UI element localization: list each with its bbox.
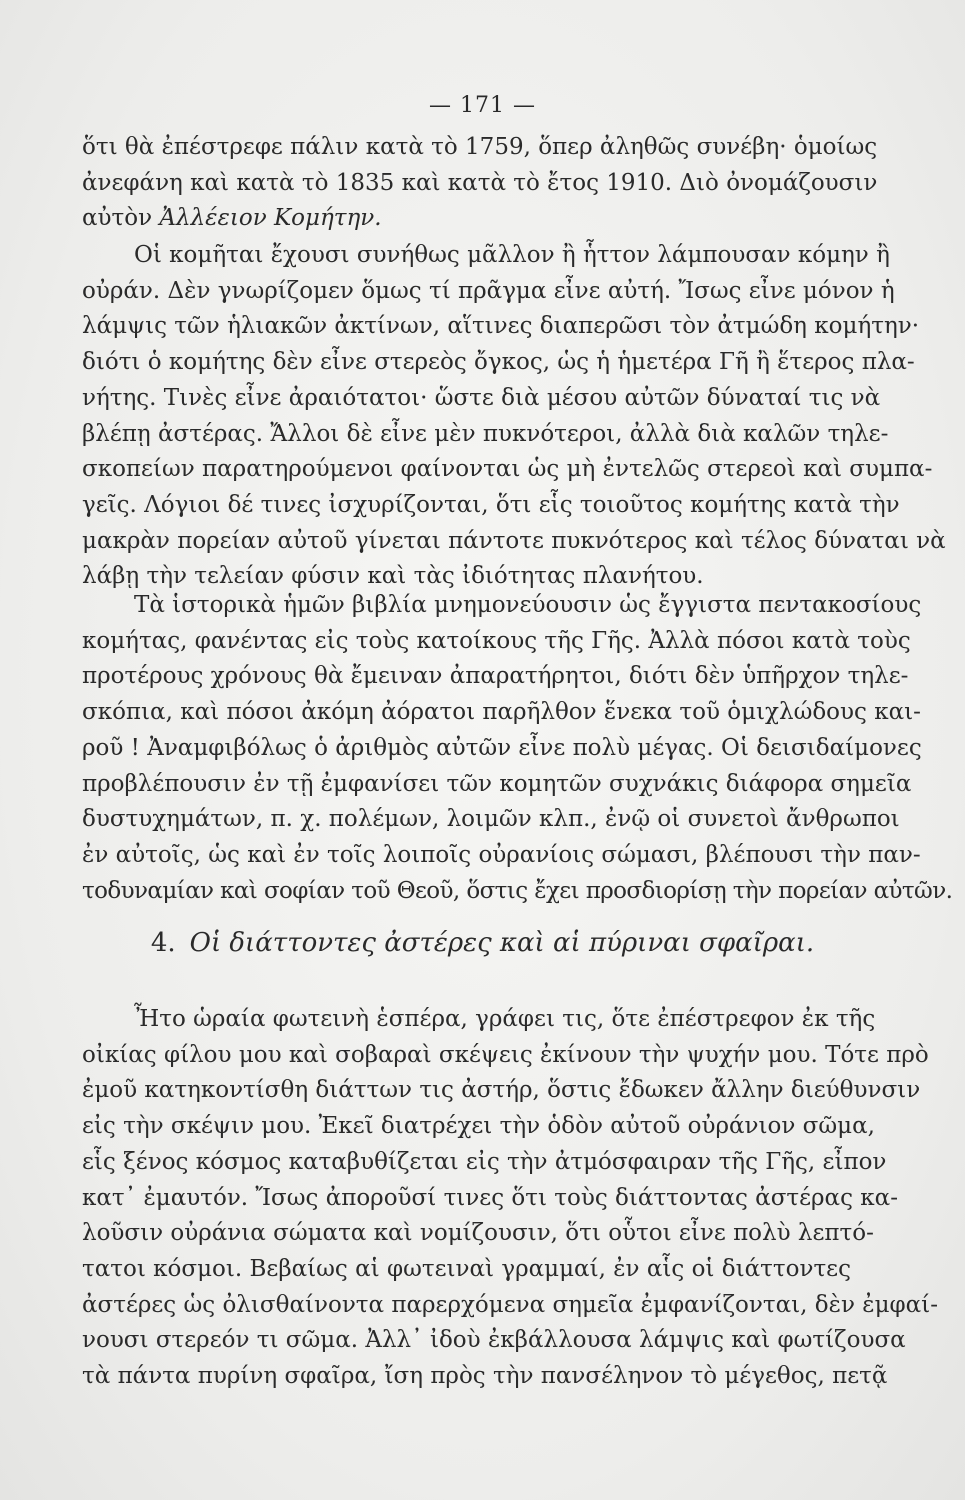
text-line: τοδυναμίαν καὶ σοφίαν τοῦ Θεοῦ, ὅστις ἔχει προσδιορίσῃ τὴν πορείαν αὐτῶν. (82, 877, 953, 904)
text-line: γεῖς. Λόγιοι δέ τινες ἰσχυρίζονται, ὅτι εἷς τοιοῦτος κομήτης κατὰ τὴν (82, 491, 900, 518)
text-line: προτέρους χρόνους θὰ ἔμειναν ἀπαρατήρητοι, διότι δὲν ὑπῆρχον τηλε- (82, 663, 909, 690)
text-line: κομήτας, φανέντας εἰς τοὺς κατοίκους τῆς Γῆς. Ἀλλὰ πόσοι κατὰ τοὺς (82, 627, 911, 654)
text-line: ἐν αὐτοῖς, ὡς καὶ ἐν τοῖς λοιποῖς οὐρανίοις σώμασι, βλέπουσι τὴν παν- (82, 841, 921, 868)
text-line: οὐράν. Δὲν γνωρίζομεν ὅμως τί πρᾶγμα εἶνε αὐτή. Ἴσως εἶνε μόνον ἡ (82, 277, 895, 304)
text-line: Ἦτο ὡραία φωτεινὴ ἑσπέρα, γράφει τις, ὅτε ἐπέστρεφον ἐκ τῆς (134, 1006, 876, 1032)
text-line: ἐμοῦ κατηκοντίσθη διάττων τις ἀστήρ, ὅστις ἔδωκεν ἄλλην διεύθυνσιν (82, 1077, 921, 1104)
text-line: νουσι στερεόν τι σῶμα. Ἀλλ᾽ ἰδοὺ ἐκβάλλουσα λάμψις καὶ φωτίζουσα (82, 1327, 906, 1354)
paragraph-1 (82, 130, 878, 237)
text-line: Οἱ κομῆται ἔχουσι συνήθως μᾶλλον ἢ ἧττον λάμπουσαν κόμην ἢ (134, 242, 890, 268)
paragraph-4 (82, 1002, 938, 1395)
text-line: λάβῃ τὴν τελείαν φύσιν καὶ τὰς ἰδιότητας πλανήτου. (82, 563, 704, 590)
text-line: βλέπῃ ἀστέρας. Ἄλλοι δὲ εἶνε μὲν πυκνότεροι, ἀλλὰ διὰ καλῶν τηλε- (82, 420, 889, 447)
text-line: λάμψις τῶν ἡλιακῶν ἀκτίνων, αἵτινες διαπερῶσι τὸν ἀτμώδη κομήτην· (82, 313, 920, 340)
text-line: εἷς ξένος κόσμος καταβυθίζεται εἰς τὴν ἀτμόσφαιραν τῆς Γῆς, εἶπον (82, 1148, 887, 1175)
paragraph-2 (82, 238, 946, 595)
comet-name: Ἀλλέειον Κομήτην. (159, 205, 382, 232)
section-number: 4. (150, 928, 176, 958)
text-line: τὰ πάντα πυρίνη σφαῖρα, ἴση πρὸς τὴν πανσέληνον τὸ μέγεθος, πετᾷ (82, 1363, 888, 1390)
text-line: λοῦσιν οὐράνια σώματα καὶ νομίζουσιν, ὅτι οὗτοι εἶνε πολὺ λεπτό- (82, 1220, 874, 1247)
text-line: οἰκίας φίλου μου καὶ σοβαραὶ σκέψεις ἐκίνουν τὴν ψυχήν μου. Τότε πρὸ (82, 1041, 929, 1068)
text-line: τατοι κόσμοι. Βεβαίως αἱ φωτειναὶ γραμμαί, ἐν αἷς οἱ διάττοντες (82, 1255, 851, 1282)
text-line: προβλέπουσιν ἐν τῇ ἐμφανίσει τῶν κομητῶν συχνάκις διάφορα σημεῖα (82, 770, 912, 797)
text-line: διότι ὁ κομήτης δὲν εἶνε στερεὸς ὄγκος, ὡς ἡ ἡμετέρα Γῆ ἢ ἕτερος πλα- (82, 349, 915, 376)
text-line: ὅτι θὰ ἐπέστρεφε πάλιν κατὰ τὸ 1759, ὅπερ ἀληθῶς συνέβη· ὁμοίως (82, 134, 878, 160)
text-line: μακρὰν πορείαν αὐτοῦ γίνεται πάντοτε πυκνότερος καὶ τέλος δύναται νὰ (82, 527, 946, 554)
text-line: ἀνεφάνη καὶ κατὰ τὸ 1835 καὶ κατὰ τὸ ἔτος 1910. Διὸ ὀνομάζουσιν (82, 169, 878, 196)
text-line: ροῦ ! Ἀναμφιβόλως ὁ ἀριθμὸς αὐτῶν εἶνε πολὺ μέγας. Οἱ δεισιδαίμονες (82, 734, 922, 761)
text-line (82, 201, 840, 237)
paragraph-3 (82, 588, 953, 909)
text-line: σκόπια, καὶ πόσοι ἀκόμη ἀόρατοι παρῆλθον ἕνεκα τοῦ ὁμιχλώδους και- (82, 699, 921, 726)
text-line: σκοπείων παρατηρούμενοι φαίνονται ὡς μὴ ἐντελῶς στερεοὶ καὶ συμπα- (82, 456, 933, 483)
text-line: δυστυχημάτων, π. χ. πολέμων, λοιμῶν κλπ., ἐνῷ οἱ συνετοὶ ἄνθρωποι (82, 806, 900, 833)
text-line: Τὰ ἱστορικὰ ἡμῶν βιβλία μνημονεύουσιν ὡς ἔγγιστα πεντακοσίους (134, 592, 922, 618)
text-line: νήτης. Τινὲς εἶνε ἀραιότατοι· ὥστε διὰ μέσου αὐτῶν δύναταί τις νὰ (82, 384, 881, 411)
section-heading (0, 928, 965, 958)
text-line: ἀστέρες ὡς ὀλισθαίνοντα παρερχόμενα σημεῖα ἐμφανίζονται, δὲν ἐμφαί- (82, 1291, 938, 1318)
page-number: — 171 — (429, 93, 536, 118)
text-line: εἰς τὴν σκέψιν μου. Ἐκεῖ διατρέχει τὴν ὁδὸν αὐτοῦ οὐράνιον σῶμα, (82, 1113, 875, 1140)
text-span: αὐτὸν (82, 205, 153, 232)
section-title: Οἱ διάττοντες ἀστέρες καὶ αἱ πύριναι σφαῖραι. (189, 928, 815, 958)
text-line: κατ᾽ ἐμαυτόν. Ἴσως ἀποροῦσί τινες ὅτι τοὺς διάττοντας ἀστέρας κα- (82, 1184, 898, 1211)
